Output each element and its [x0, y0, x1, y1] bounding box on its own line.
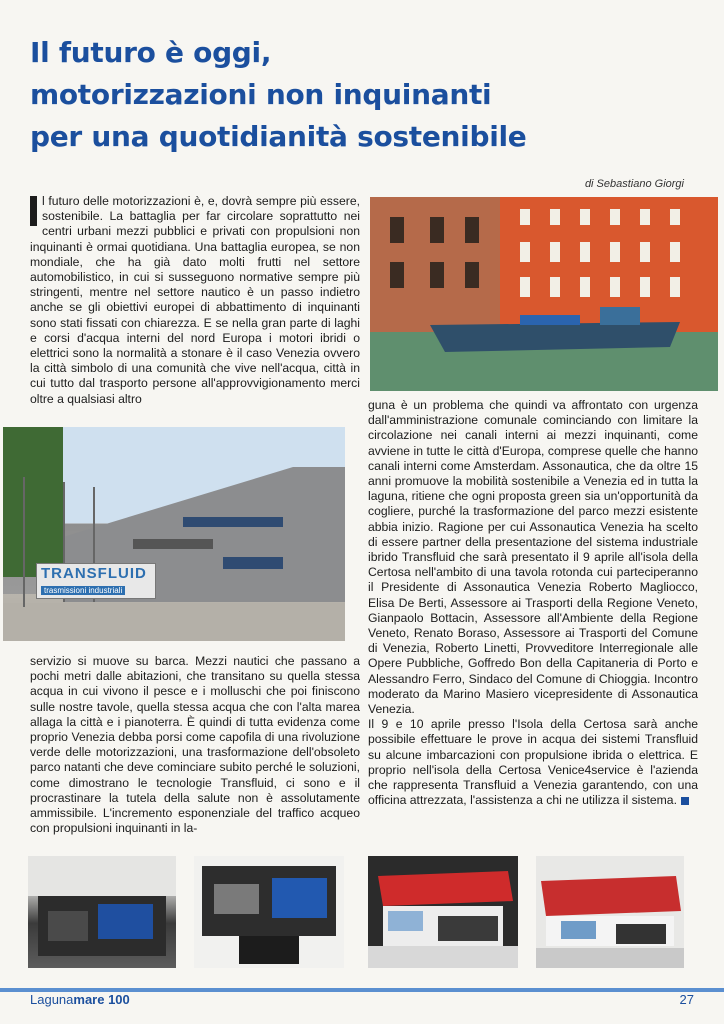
photo-boat-show-stand-1 — [368, 856, 518, 968]
paragraph-laguna: guna è un problema che quindi va affrontato con urgenza dall'amministrazione comunale cominciando con limitare la circolazione nei canali interni ai mezzi inquinanti, come avviene in tutte le città d'Europa, comprese quelle che hanno canali interni come Amsterdam. Assonautica, che da oltre 15 anni promuove la mobilità sostenibile a Venezia ed in tutta la laguna, ritiene che ogni proposta green sia un'opportunità da cogliere, purché la trasformazione del parco mezzi esistente abbia inizio. Ragione per cui Assonautica Venezia ha scelto di essere partner della presentazione del sistema industriale ibrido Transfluid che sarà presentato il 9 aprile all'isola della Certosa nell'ambito di una tavola rotonda cui parteciperanno il Presidente di Assonautica Venezia Roberto Magliocco, Elisa De Berti, Assessore ai Trasporti della Regione Veneto, Gianpaolo Bottacin, Assessore all'Ambiente della Regione Veneto, Renato Boraso, Assessore ai Trasporti del Comune di Venezia, Roberto Linetti, Provveditore Interregionale alle Opere Pubbliche, Goffredo Bon della Capitaneria di Porto e Alessandro Ferro, Sindaco del Comune di Chioggia. Incontro moderato da Marino Masiero vicepresidente di Assonautica Venezia. — [368, 398, 698, 717]
paragraph-venezia: servizio si muove su barca. Mezzi nautici che passano a pochi metri dalle abitazioni, che transitano su quella stessa acqua in cui vivono il pesce e i molluschi che poi finiscono sulle nostre tavole, quella stessa acqua che con l'alta marea allaga la città e i pianoterra. È quindi di tutta evidenza come proprio Venezia debba porsi come capofila di una rivoluzione verde delle motorizzazioni, una trasformazione dell'obsoleto parco natanti che deve cominciare subito perché le soluzioni, come dimostrano le tecnologie Transfluid, ci sono e il procrastinare la tutela della salute non è assolutamente ammissibile. L'incremento esponenziale del traffico acqueo con propulsioni inquinanti in la- — [30, 654, 360, 836]
photo-engine-bay-1 — [28, 856, 176, 968]
author-byline: di Sebastiano Giorgi — [584, 178, 684, 190]
drop-cap-bar — [30, 196, 37, 226]
sign-brand: TRANSFLUID — [41, 565, 147, 582]
photo-engine-bay-2 — [194, 856, 344, 968]
photo-venice-boat — [370, 197, 718, 391]
transfluid-sign — [36, 563, 156, 599]
title-line-3: per una quotidianità sostenibile — [30, 120, 527, 153]
footer-magazine-prefix: Laguna — [30, 992, 74, 1007]
page-number: 27 — [679, 992, 694, 1007]
column-1-bottom — [30, 654, 360, 844]
article-title — [30, 32, 710, 158]
footer-magazine-name — [30, 992, 130, 1007]
title-line-1: Il futuro è oggi, — [30, 36, 272, 69]
title-line-2: motorizzazioni non inquinanti — [30, 78, 492, 111]
footer-magazine-issue: mare 100 — [73, 992, 130, 1007]
end-of-article-mark — [681, 797, 689, 805]
photo-transfluid-headquarters — [3, 427, 345, 641]
paragraph-certosa-text: Il 9 e 10 aprile presso l'Isola della Certosa sarà anche possibile effettuare le prove in acqua dei sistemi Transfluid su alcune imbarcazioni con propulsione ibrida o elettrica. E proprio nell'isola della Certosa Venice4service è l'azienda che rappresenta Transfluid a Venezia garantendo, con una officina attrezzata, l'assistenza a chi ne utilizza il sistema. — [368, 717, 698, 808]
column-2 — [368, 398, 698, 848]
paragraph-certosa — [368, 717, 698, 808]
column-1-top — [30, 194, 360, 420]
paragraph-intro: l futuro delle motorizzazioni è, e, dovrà sempre più essere, sostenibile. La battaglia per far circolare soprattutto nei centri urbani mezzi pubblici e privati con propulsioni non inquinanti è ormai quotidiana. Una battaglia europea, se non mondiale, che ha già dato molti frutti nel settore automobilistico, in cui si susseguono normative sempre più stringenti, mentre nel settore nautico è un passo indietro anche se gli obiettivi europei di abbattimento di inquinanti sono stati fissati con chiarezza. E se nella gran parte di laghi e corsi d'acqua interni del nord Europa i motori ibridi o elettrici sono la normalità a stonare è il caso Venezia ovvero la città simbolo di una comunità che vive nell'acqua, città in cui tutto dal trasporto persone all'approvvigionamento merci oltre a qualsiasi altro — [30, 194, 360, 406]
sign-subtitle: trasmissioni industriali — [41, 586, 125, 595]
photo-boat-show-stand-2 — [536, 856, 684, 968]
